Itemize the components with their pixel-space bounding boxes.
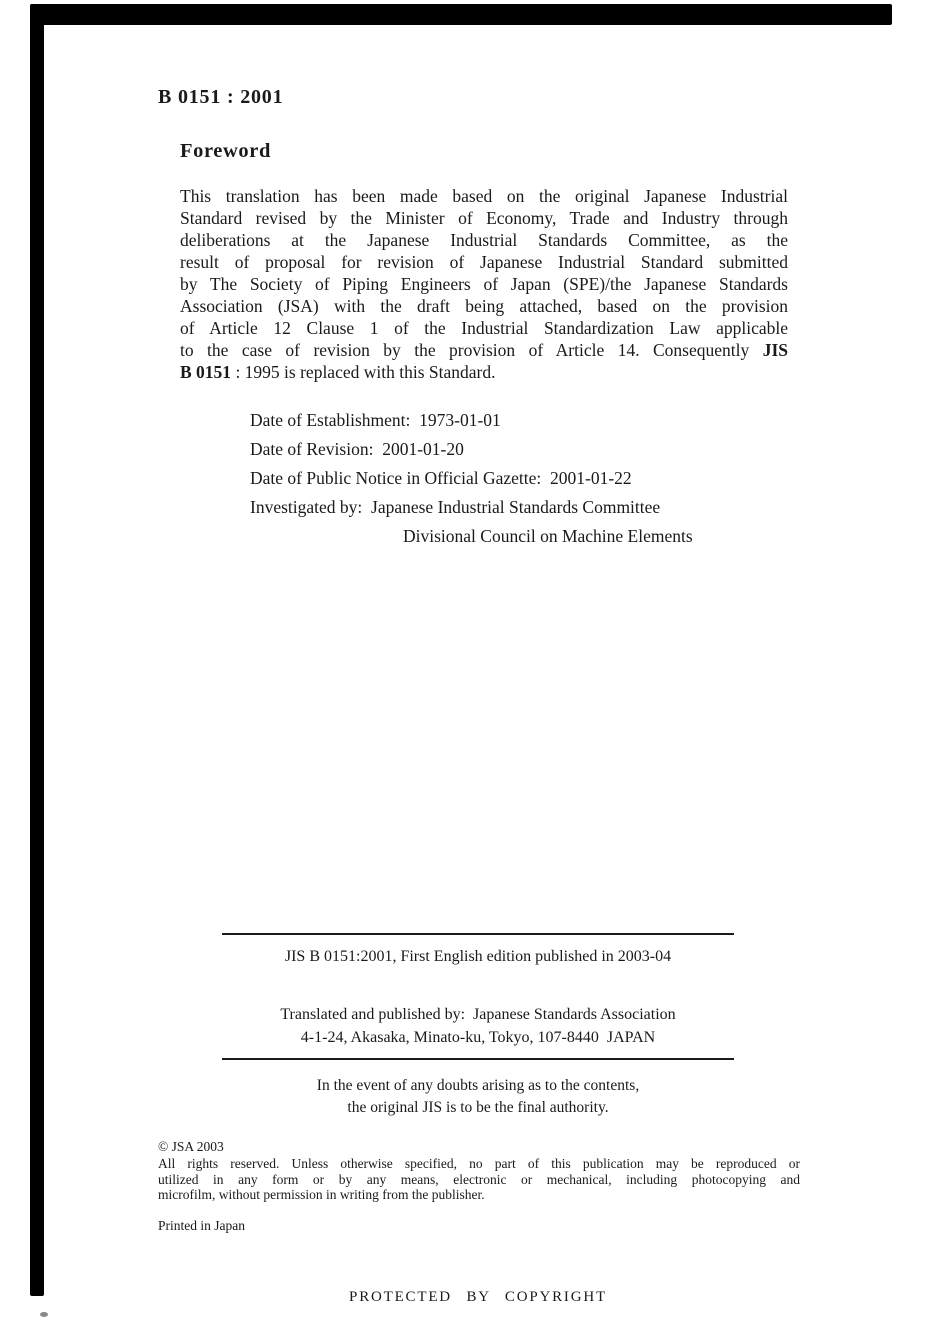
text-line: deliberations at the Japanese Industrial Standards Committee, as the [180,230,788,250]
authority-note [222,1075,734,1119]
publisher-info [222,1003,734,1049]
separator-rule-bottom [222,1058,734,1060]
text-line: All rights reserved. Unless otherwise specified, no part of this publication may be reproduced or [158,1156,800,1171]
scan-border-left-bar [30,4,44,1296]
text-line: 4-1-24, Akasaka, Minato-ku, Tokyo, 107-8440 JAPAN [300,1029,656,1046]
rights-statement [158,1156,800,1203]
text-line: This translation has been made based on the original Japanese Industrial [180,186,788,206]
text-line: Date of Revision: 2001-01-20 [250,439,464,459]
text-line: In the event of any doubts arising as to the contents, [316,1077,640,1094]
foreword-heading: Foreword [180,140,271,162]
foreword-paragraph [180,185,788,383]
text-line: B 0151 : 1995 is replaced with this Standard. [180,362,496,382]
doc-number: B 0151 : 2001 [158,86,284,108]
scan-border-top-bar [30,4,892,25]
edition-note: JIS B 0151:2001, First English edition published in 2003-04 [284,948,672,965]
text-line: Standard revised by the Minister of Economy, Trade and Industry through [180,208,788,228]
text-line: Divisional Council on Machine Elements [403,526,693,546]
text-line: Date of Public Notice in Official Gazette: 2001-01-22 [250,468,632,488]
scan-speck [40,1312,48,1317]
text-line: Association (JSA) with the draft being attached, based on the provision [180,296,788,316]
text-line: utilized in any form or by any means, electronic or mechanical, including photocopying and [158,1171,800,1187]
separator-rule-top [222,933,734,935]
copyright-jsa: © JSA 2003 [158,1139,224,1154]
text-line: Translated and published by: Japanese Standards Association [280,1006,676,1023]
text-line: to the case of revision by the provision of Article 14. Consequently JIS [180,340,788,360]
text-line: by The Society of Piping Engineers of Japan (SPE)/the Japanese Standards [180,274,788,294]
text-line: Date of Establishment: 1973-01-01 [250,410,501,430]
text-line: of Article 12 Clause 1 of the Industrial Standardization Law applicable [180,318,788,338]
text-line: microfilm, without permission in writing from the publisher. [158,1187,485,1202]
dates-list [250,406,693,551]
protected-by-copyright: PROTECTED BY COPYRIGHT [349,1289,607,1305]
text-line: Investigated by: Japanese Industrial Standards Committee [250,497,661,517]
printed-in-japan: Printed in Japan [158,1218,245,1233]
text-line: the original JIS is to be the final authority. [347,1099,609,1116]
text-line: result of proposal for revision of Japanese Industrial Standard submitted [180,252,788,272]
